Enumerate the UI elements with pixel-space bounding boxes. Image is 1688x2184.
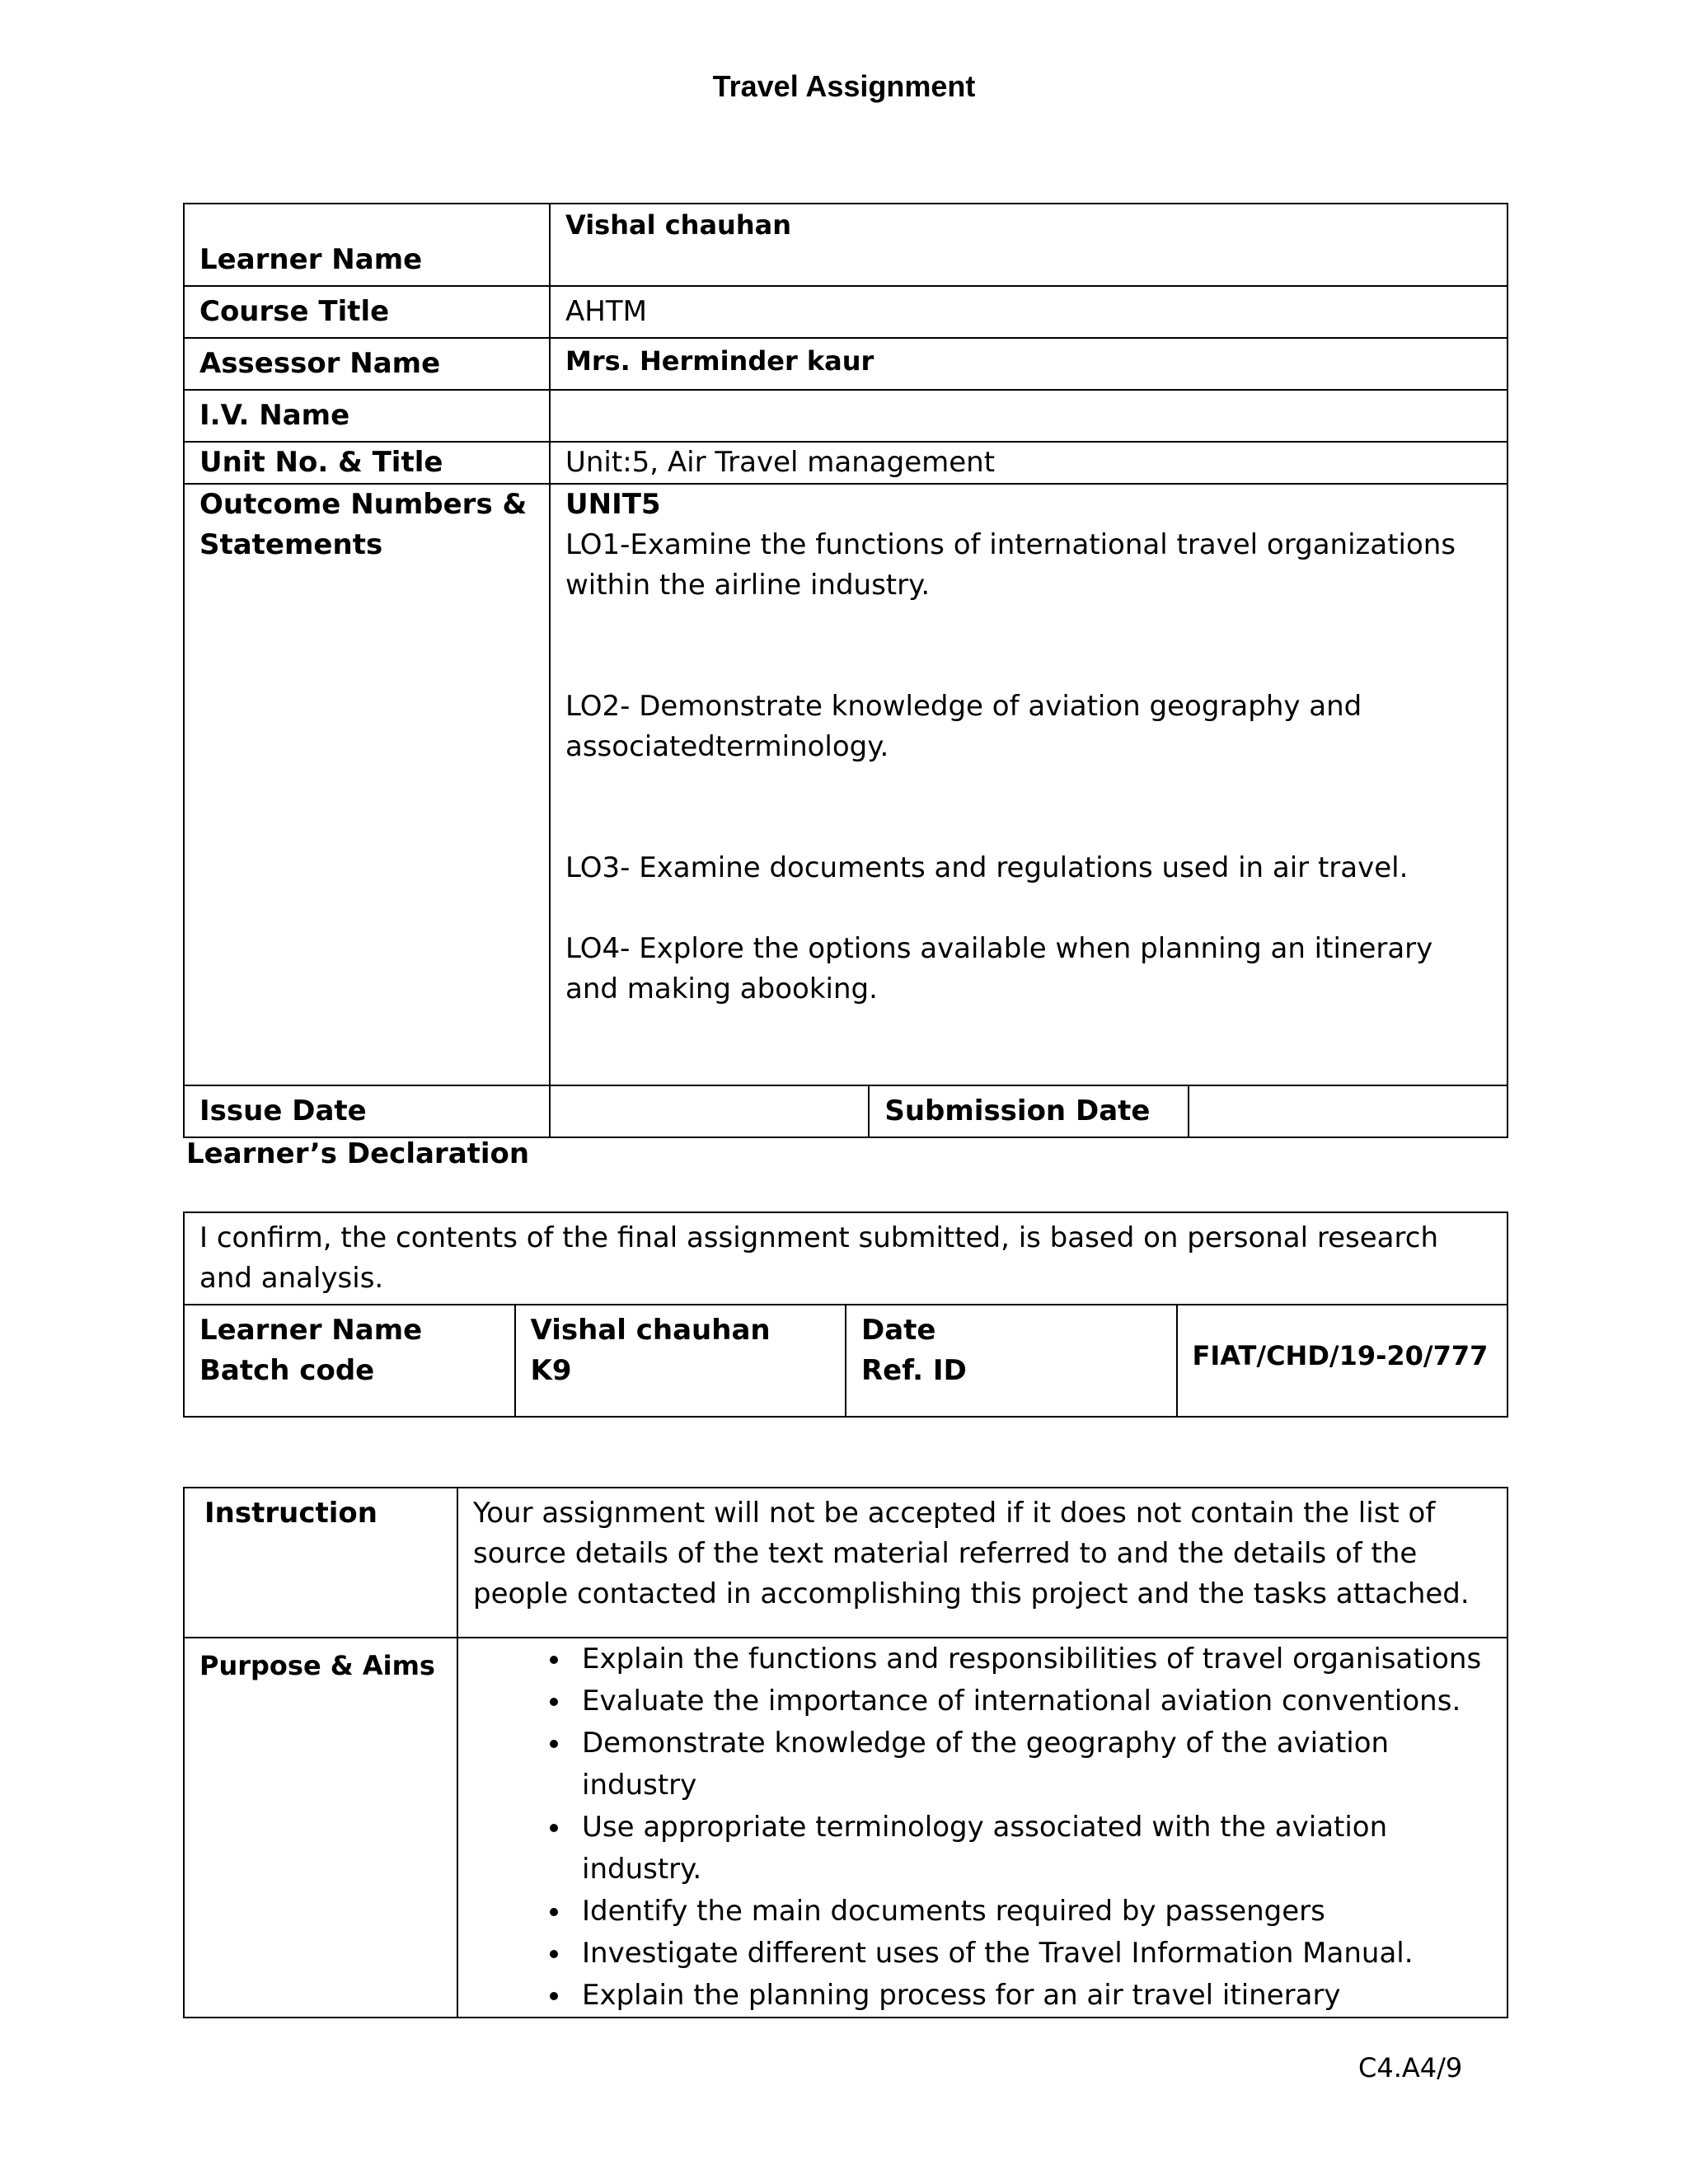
table-row [184, 286, 1507, 338]
learner-batch-values [515, 1305, 846, 1417]
learner-batch-labels [184, 1305, 515, 1417]
list-item: • Demonstrate knowledge of the geography of the aviation industry [572, 1722, 1492, 1807]
decl-learner-name-label: Learner Name [199, 1314, 423, 1347]
declaration-table [183, 1212, 1508, 1418]
assignment-info-table [183, 203, 1508, 1138]
decl-batch-code-label: Batch code [199, 1354, 375, 1387]
table-row [184, 390, 1507, 442]
assessor-name-value: Mrs. Herminder kaur [550, 338, 1507, 390]
table-row [184, 442, 1507, 484]
iv-name-label: I.V. Name [184, 390, 550, 442]
list-item: • Use appropriate terminology associated with the aviation industry. [572, 1807, 1492, 1891]
decl-date-label: Date [861, 1314, 936, 1347]
outcome-lo2: LO2- Demonstrate knowledge of aviation geography and associatedterminology. [565, 690, 1362, 763]
unit-value: Unit:5, Air Travel management [550, 442, 1507, 484]
table-row [184, 1212, 1507, 1305]
declaration-statement: I confirm, the contents of the final assignment submitted, is based on personal research and analysis. [184, 1212, 1507, 1305]
course-title-value: AHTM [550, 286, 1507, 338]
iv-name-value [550, 390, 1507, 442]
table-row [184, 1638, 1507, 2018]
list-item: • Evaluate the importance of international aviation conventions. [572, 1680, 1492, 1722]
table-row [184, 338, 1507, 390]
list-item: • Explain the planning process for an air travel itinerary [572, 1975, 1492, 2017]
document-title: Travel Assignment [712, 69, 976, 103]
table-row [184, 1085, 1507, 1137]
unit-label: Unit No. & Title [184, 442, 550, 484]
submission-date-value [1189, 1085, 1507, 1137]
decl-learner-name: Vishal chauhan [530, 1314, 771, 1347]
assessor-name-label: Assessor Name [184, 338, 550, 390]
list-item: • Explain the functions and responsibilities of travel organisations [572, 1638, 1492, 1680]
outcome-heading: UNIT5 [565, 488, 661, 521]
outcome-lo4: LO4- Explore the options available when planning an itinerary and making abooking. [565, 932, 1433, 1005]
list-item: • Identify the main documents required by passengers [572, 1891, 1492, 1933]
issue-date-label: Issue Date [184, 1085, 550, 1137]
table-row [184, 1488, 1507, 1638]
list-item: • Investigate different uses of the Travel Information Manual. [572, 1933, 1492, 1975]
table-row [184, 204, 1507, 286]
outcome-statements [550, 484, 1507, 1085]
learner-name-value: Vishal chauhan [550, 204, 1507, 286]
instruction-table [183, 1487, 1508, 2018]
declaration-heading: Learner’s Declaration [186, 1137, 530, 1170]
page-code: C4.A4/9 [1358, 2052, 1463, 2083]
instruction-label: Instruction [184, 1488, 457, 1638]
purpose-label: Purpose & Aims [184, 1638, 457, 2018]
course-title-label: Course Title [184, 286, 550, 338]
date-ref-labels [846, 1305, 1177, 1417]
ref-id-value: FIAT/CHD/19-20/777 [1177, 1305, 1508, 1417]
decl-ref-id-label: Ref. ID [861, 1354, 967, 1387]
outcome-label-line1: Outcome Numbers & [199, 488, 528, 521]
instruction-text: Your assignment will not be accepted if it does not contain the list of source details of the text material referred to and the details of the people contacted in accomplishing this project and the tasks attached. [457, 1488, 1507, 1638]
outcome-label-line2: Statements [199, 528, 383, 561]
outcome-lo1: LO1-Examine the functions of international travel organizations within the airline industry. [565, 528, 1456, 602]
submission-date-label: Submission Date [869, 1085, 1188, 1137]
decl-batch-code: K9 [530, 1354, 572, 1387]
outcome-label [184, 484, 550, 1085]
purpose-aims-list [457, 1638, 1507, 2018]
learner-name-label: Learner Name [184, 204, 550, 286]
table-row [184, 484, 1507, 1085]
issue-date-value [550, 1085, 869, 1137]
table-row [184, 1305, 1507, 1417]
outcome-lo3: LO3- Examine documents and regulations used in air travel. [565, 851, 1409, 884]
